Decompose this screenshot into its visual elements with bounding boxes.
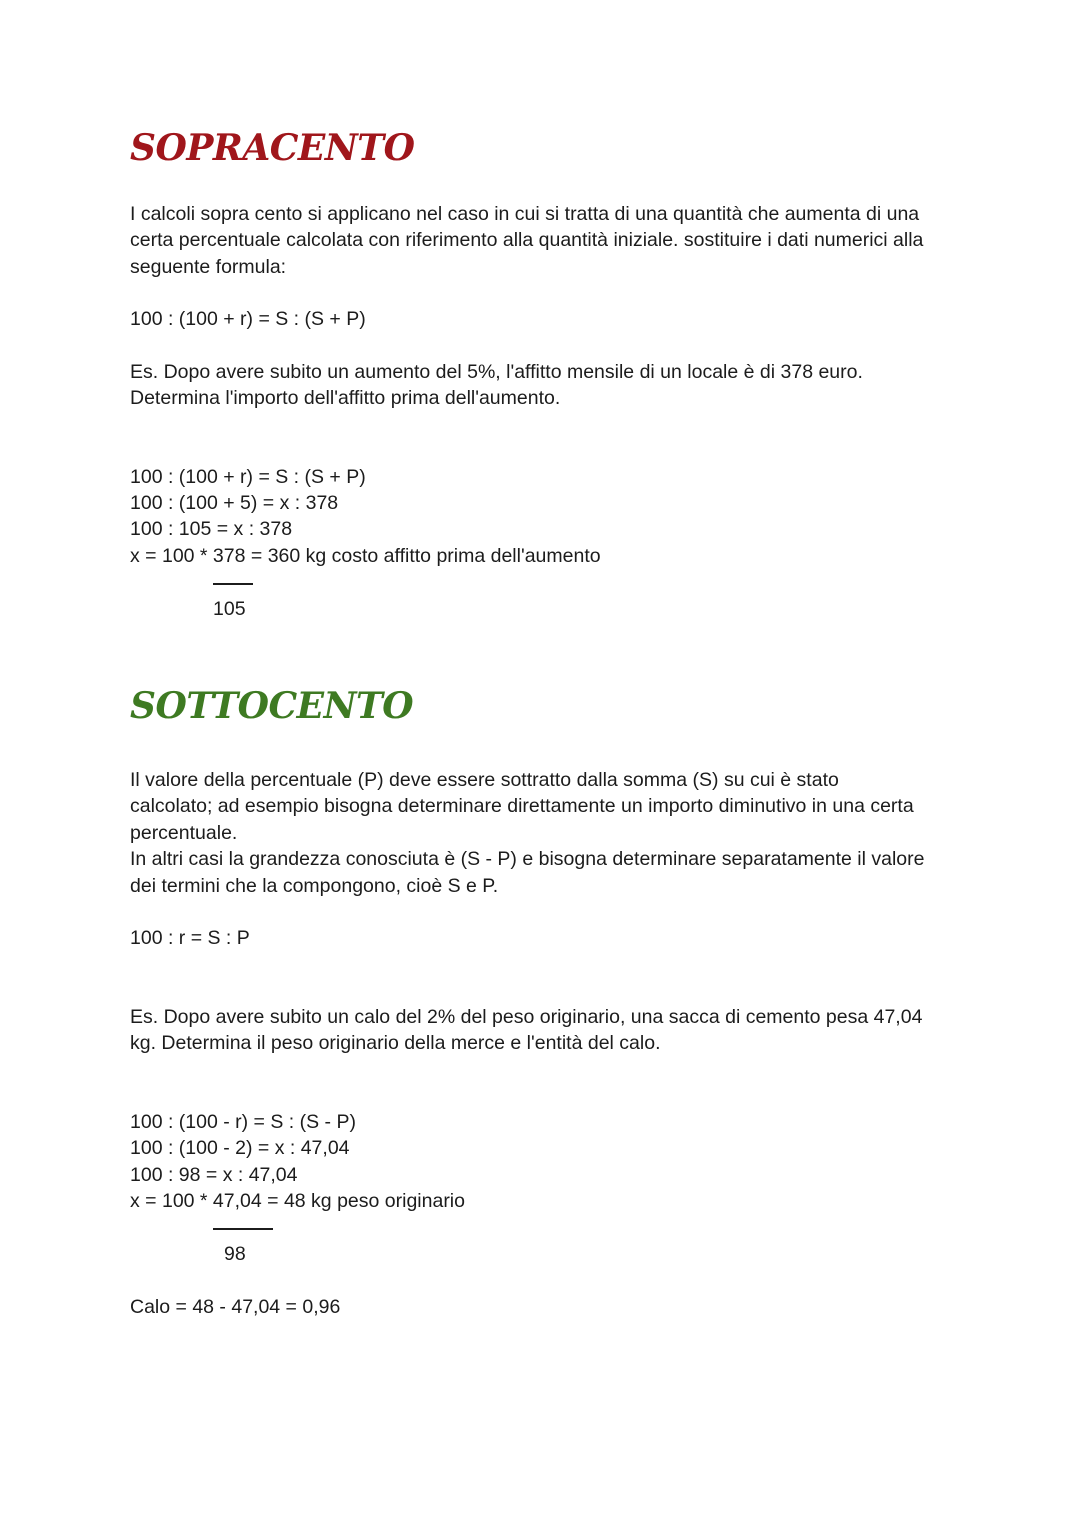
sopracento-heading: SOPRACENTO [130, 127, 415, 169]
sopracento-example-line-1: Es. Dopo avere subito un aumento del 5%, l'affitto mensile di un locale è di 378 euro. [130, 361, 863, 383]
sottocento-solution-line-3: 100 : 98 = x : 47,04 [130, 1164, 298, 1186]
sopracento-denominator: 105 [213, 598, 246, 620]
sottocento-calo: Calo = 48 - 47,04 = 0,96 [130, 1296, 341, 1318]
sopracento-formula: 100 : (100 + r) = S : (S + P) [130, 308, 366, 330]
sopracento-solution-line-1: 100 : (100 + r) = S : (S + P) [130, 466, 366, 488]
sottocento-example-line-1: Es. Dopo avere subito un calo del 2% del peso originario, una sacca di cemento pesa 47,04 [130, 1006, 923, 1028]
sopracento-solution-line-4: x = 100 * 378 = 360 kg costo affitto prima dell'aumento [130, 545, 601, 567]
sottocento-denominator: 98 [224, 1243, 246, 1265]
sopracento-intro-line-2: certa percentuale calcolata con riferimento alla quantità iniziale. sostituire i dati numerici alla [130, 229, 924, 251]
sopracento-solution-line-2: 100 : (100 + 5) = x : 378 [130, 492, 339, 514]
sottocento-intro-line-4: In altri casi la grandezza conosciuta è (S - P) e bisogna determinare separatamente il valore [130, 848, 925, 870]
sottocento-solution-line-1: 100 : (100 - r) = S : (S - P) [130, 1111, 356, 1133]
sopracento-solution-line-3: 100 : 105 = x : 378 [130, 518, 293, 540]
sopracento-intro-line-1: I calcoli sopra cento si applicano nel caso in cui si tratta di una quantità che aumenta di una [130, 203, 920, 225]
sottocento-intro-line-5: dei termini che la compongono, cioè S e P. [130, 875, 499, 897]
sottocento-intro-line-1: Il valore della percentuale (P) deve essere sottratto dalla somma (S) su cui è stato [130, 769, 839, 791]
sopracento-intro-line-3: seguente formula: [130, 256, 287, 278]
sottocento-solution-line-2: 100 : (100 - 2) = x : 47,04 [130, 1137, 350, 1159]
sopracento-fraction-bar [213, 583, 253, 585]
sottocento-example-line-2: kg. Determina il peso originario della merce e l'entità del calo. [130, 1032, 661, 1054]
sottocento-heading: SOTTOCENTO [130, 685, 414, 727]
sottocento-fraction-bar [213, 1228, 273, 1230]
sottocento-intro-line-2: calcolato; ad esempio bisogna determinare direttamente un importo diminutivo in una certa [130, 795, 914, 817]
sottocento-formula: 100 : r = S : P [130, 927, 250, 949]
sottocento-intro-line-3: percentuale. [130, 822, 238, 844]
sopracento-example-line-2: Determina l'importo dell'affitto prima dell'aumento. [130, 387, 561, 409]
sottocento-solution-line-4: x = 100 * 47,04 = 48 kg peso originario [130, 1190, 465, 1212]
